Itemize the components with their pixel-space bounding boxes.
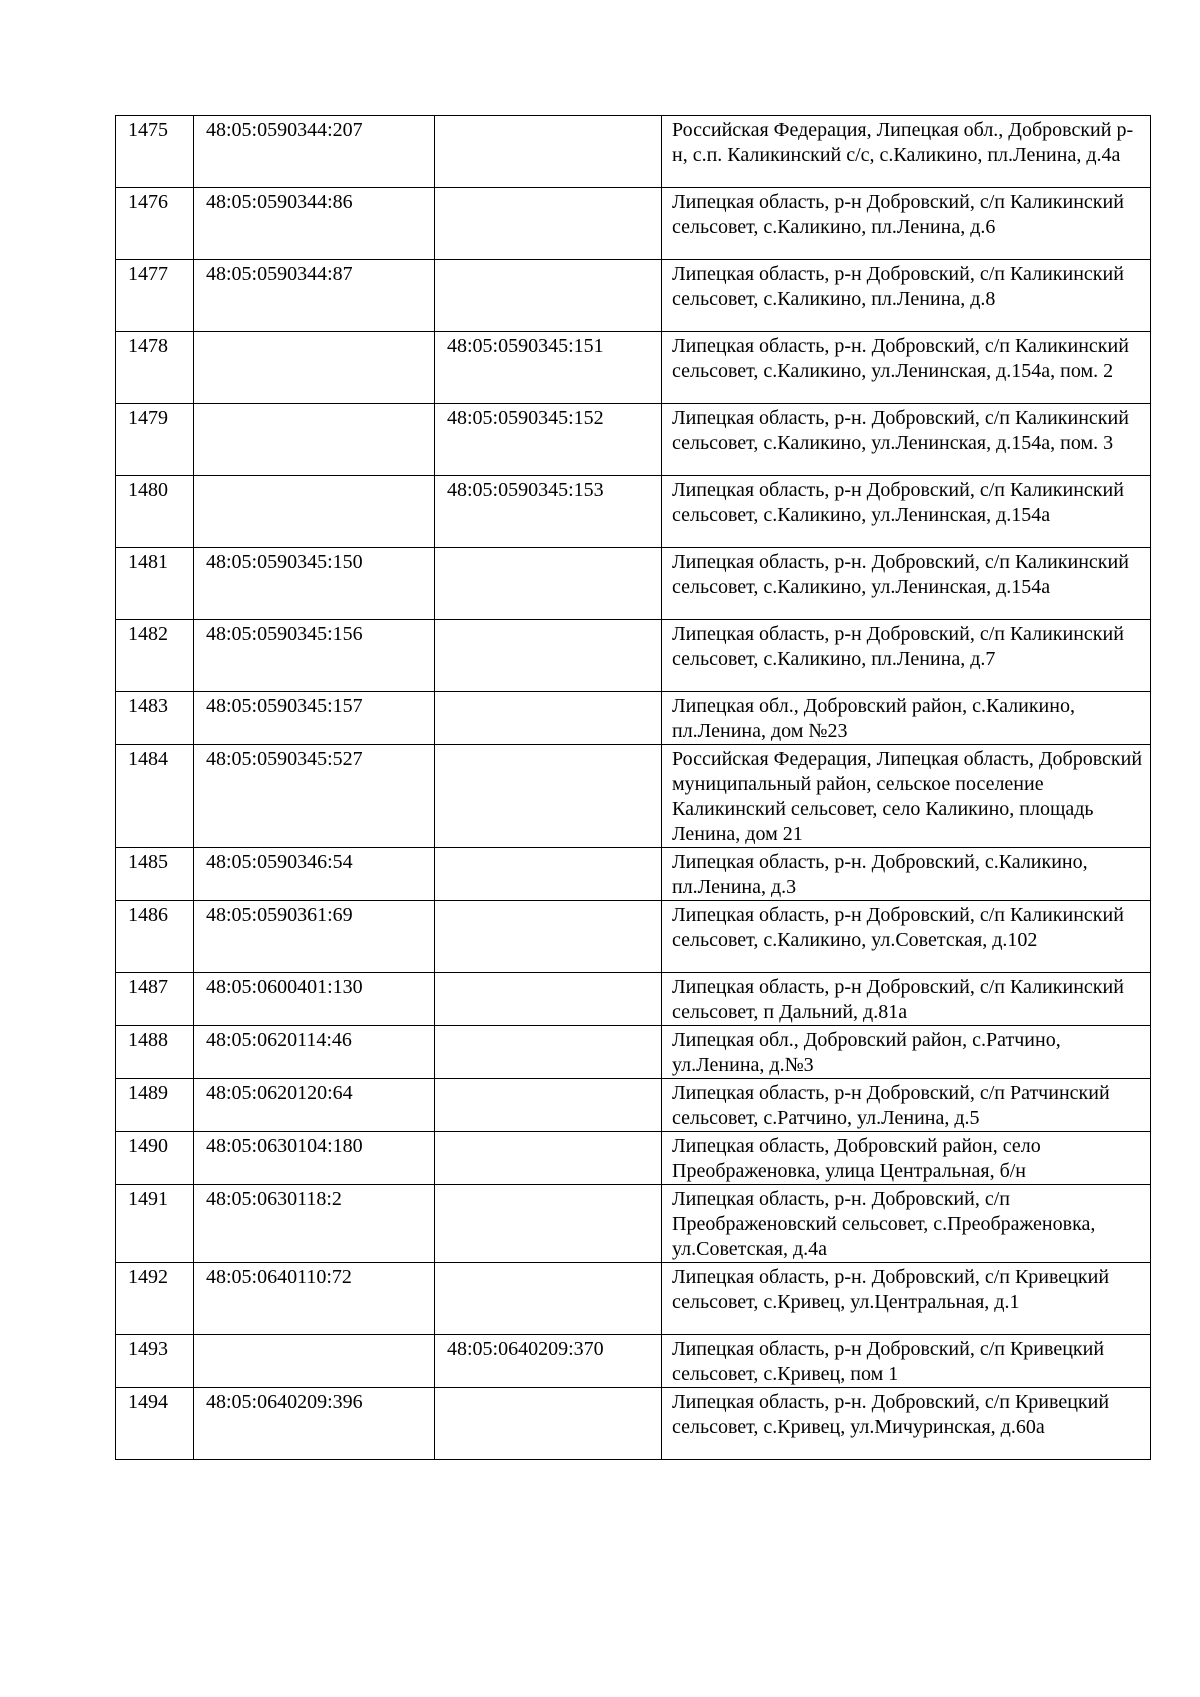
cell-row-number: 1485 — [116, 848, 194, 901]
cell-land-cadastral-number — [194, 404, 435, 476]
cell-land-cadastral-number: 48:05:0590344:207 — [194, 116, 435, 188]
cell-land-cadastral-number: 48:05:0600401:130 — [194, 973, 435, 1026]
cell-address: Липецкая область, р-н. Добровский, с/п Кривецкий сельсовет, с.Кривец, ул.Центральная, д.1 — [662, 1263, 1151, 1335]
table-row — [116, 1335, 1151, 1388]
cell-row-number: 1478 — [116, 332, 194, 404]
cell-row-number: 1490 — [116, 1132, 194, 1185]
cell-row-number: 1475 — [116, 116, 194, 188]
table-row — [116, 745, 1151, 848]
cell-land-cadastral-number: 48:05:0620114:46 — [194, 1026, 435, 1079]
table-row — [116, 1185, 1151, 1263]
cell-object-cadastral-number — [435, 1026, 662, 1079]
cell-address: Липецкая область, р-н. Добровский, с/п Кривецкий сельсовет, с.Кривец, ул.Мичуринская, д.60а — [662, 1388, 1151, 1460]
table-row — [116, 404, 1151, 476]
table-row — [116, 1263, 1151, 1335]
cell-address: Липецкая область, р-н Добровский, с/п Каликинский сельсовет, п Дальний, д.81а — [662, 973, 1151, 1026]
table-row — [116, 548, 1151, 620]
cell-object-cadastral-number — [435, 1185, 662, 1263]
cell-land-cadastral-number — [194, 476, 435, 548]
cell-row-number: 1481 — [116, 548, 194, 620]
cell-land-cadastral-number: 48:05:0630104:180 — [194, 1132, 435, 1185]
cell-land-cadastral-number — [194, 1335, 435, 1388]
cell-object-cadastral-number — [435, 848, 662, 901]
cell-address: Липецкая область, р-н Добровский, с/п Каликинский сельсовет, с.Каликино, пл.Ленина, д.7 — [662, 620, 1151, 692]
cell-address: Липецкая область, р-н. Добровский, с/п Каликинский сельсовет, с.Каликино, ул.Ленинская, д.154а — [662, 548, 1151, 620]
cell-object-cadastral-number — [435, 116, 662, 188]
cell-address: Липецкая область, р-н Добровский, с/п Кривецкий сельсовет, с.Кривец, пом 1 — [662, 1335, 1151, 1388]
cell-object-cadastral-number — [435, 620, 662, 692]
cell-land-cadastral-number — [194, 332, 435, 404]
cell-object-cadastral-number — [435, 548, 662, 620]
cell-address: Липецкая область, р-н Добровский, с/п Каликинский сельсовет, с.Каликино, ул.Советская, д.102 — [662, 901, 1151, 973]
table-row — [116, 1026, 1151, 1079]
cell-object-cadastral-number — [435, 692, 662, 745]
cell-row-number: 1492 — [116, 1263, 194, 1335]
cell-row-number: 1488 — [116, 1026, 194, 1079]
table-row — [116, 188, 1151, 260]
cell-address: Российская Федерация, Липецкая обл., Добровский р-н, с.п. Каликинский с/с, с.Каликино, пл.Ленина, д.4а — [662, 116, 1151, 188]
cell-address: Липецкая область, р-н. Добровский, с/п Каликинский сельсовет, с.Каликино, ул.Ленинская, д.154а, пом. 3 — [662, 404, 1151, 476]
table-row — [116, 476, 1151, 548]
cell-row-number: 1489 — [116, 1079, 194, 1132]
cell-object-cadastral-number: 48:05:0640209:370 — [435, 1335, 662, 1388]
cell-object-cadastral-number — [435, 973, 662, 1026]
cell-address: Липецкая область, р-н. Добровский, с/п Преображеновский сельсовет, с.Преображеновка, ул.Советская, д.4а — [662, 1185, 1151, 1263]
table-row — [116, 1388, 1151, 1460]
cell-object-cadastral-number — [435, 260, 662, 332]
table-row — [116, 1132, 1151, 1185]
cell-object-cadastral-number: 48:05:0590345:152 — [435, 404, 662, 476]
cell-object-cadastral-number — [435, 1132, 662, 1185]
cell-object-cadastral-number — [435, 188, 662, 260]
cell-row-number: 1493 — [116, 1335, 194, 1388]
cell-land-cadastral-number: 48:05:0590344:87 — [194, 260, 435, 332]
cell-land-cadastral-number: 48:05:0590345:527 — [194, 745, 435, 848]
registry-table-body — [116, 116, 1151, 1460]
cell-address: Липецкая область, р-н Добровский, с/п Каликинский сельсовет, с.Каликино, ул.Ленинская, д.154а — [662, 476, 1151, 548]
table-row — [116, 901, 1151, 973]
cell-object-cadastral-number — [435, 901, 662, 973]
cell-land-cadastral-number: 48:05:0620120:64 — [194, 1079, 435, 1132]
cell-address: Липецкая область, р-н. Добровский, с/п Каликинский сельсовет, с.Каликино, ул.Ленинская, д.154а, пом. 2 — [662, 332, 1151, 404]
cell-row-number: 1482 — [116, 620, 194, 692]
cell-address: Липецкая область, Добровский район, село Преображеновка, улица Центральная, б/н — [662, 1132, 1151, 1185]
cell-land-cadastral-number: 48:05:0590361:69 — [194, 901, 435, 973]
cell-land-cadastral-number: 48:05:0590345:150 — [194, 548, 435, 620]
cell-land-cadastral-number: 48:05:0590345:156 — [194, 620, 435, 692]
cell-land-cadastral-number: 48:05:0640209:396 — [194, 1388, 435, 1460]
table-row — [116, 332, 1151, 404]
cell-land-cadastral-number: 48:05:0630118:2 — [194, 1185, 435, 1263]
cell-address: Липецкая область, р-н Добровский, с/п Каликинский сельсовет, с.Каликино, пл.Ленина, д.6 — [662, 188, 1151, 260]
cell-land-cadastral-number: 48:05:0640110:72 — [194, 1263, 435, 1335]
cell-address: Липецкая обл., Добровский район, с.Каликино, пл.Ленина, дом №23 — [662, 692, 1151, 745]
cell-row-number: 1480 — [116, 476, 194, 548]
cell-address: Российская Федерация, Липецкая область, Добровский муниципальный район, сельское поселение Каликинский сельсовет, село Каликино, площадь Ленина, дом 21 — [662, 745, 1151, 848]
cell-row-number: 1477 — [116, 260, 194, 332]
cell-row-number: 1494 — [116, 1388, 194, 1460]
cell-object-cadastral-number: 48:05:0590345:153 — [435, 476, 662, 548]
cell-address: Липецкая обл., Добровский район, с.Ратчино, ул.Ленина, д.№3 — [662, 1026, 1151, 1079]
table-row — [116, 260, 1151, 332]
cell-land-cadastral-number: 48:05:0590346:54 — [194, 848, 435, 901]
cell-land-cadastral-number: 48:05:0590344:86 — [194, 188, 435, 260]
table-row — [116, 620, 1151, 692]
cell-object-cadastral-number — [435, 745, 662, 848]
table-row — [116, 848, 1151, 901]
cell-address: Липецкая область, р-н Добровский, с/п Каликинский сельсовет, с.Каликино, пл.Ленина, д.8 — [662, 260, 1151, 332]
cell-row-number: 1476 — [116, 188, 194, 260]
cell-address: Липецкая область, р-н. Добровский, с.Каликино, пл.Ленина, д.3 — [662, 848, 1151, 901]
cell-address: Липецкая область, р-н Добровский, с/п Ратчинский сельсовет, с.Ратчино, ул.Ленина, д.5 — [662, 1079, 1151, 1132]
cell-row-number: 1479 — [116, 404, 194, 476]
cell-object-cadastral-number — [435, 1388, 662, 1460]
cell-row-number: 1483 — [116, 692, 194, 745]
cell-object-cadastral-number: 48:05:0590345:151 — [435, 332, 662, 404]
registry-table — [115, 115, 1151, 1460]
table-row — [116, 692, 1151, 745]
cell-object-cadastral-number — [435, 1263, 662, 1335]
table-row — [116, 973, 1151, 1026]
cell-land-cadastral-number: 48:05:0590345:157 — [194, 692, 435, 745]
cell-row-number: 1491 — [116, 1185, 194, 1263]
table-row — [116, 1079, 1151, 1132]
cell-object-cadastral-number — [435, 1079, 662, 1132]
cell-row-number: 1486 — [116, 901, 194, 973]
table-row — [116, 116, 1151, 188]
cell-row-number: 1484 — [116, 745, 194, 848]
cell-row-number: 1487 — [116, 973, 194, 1026]
